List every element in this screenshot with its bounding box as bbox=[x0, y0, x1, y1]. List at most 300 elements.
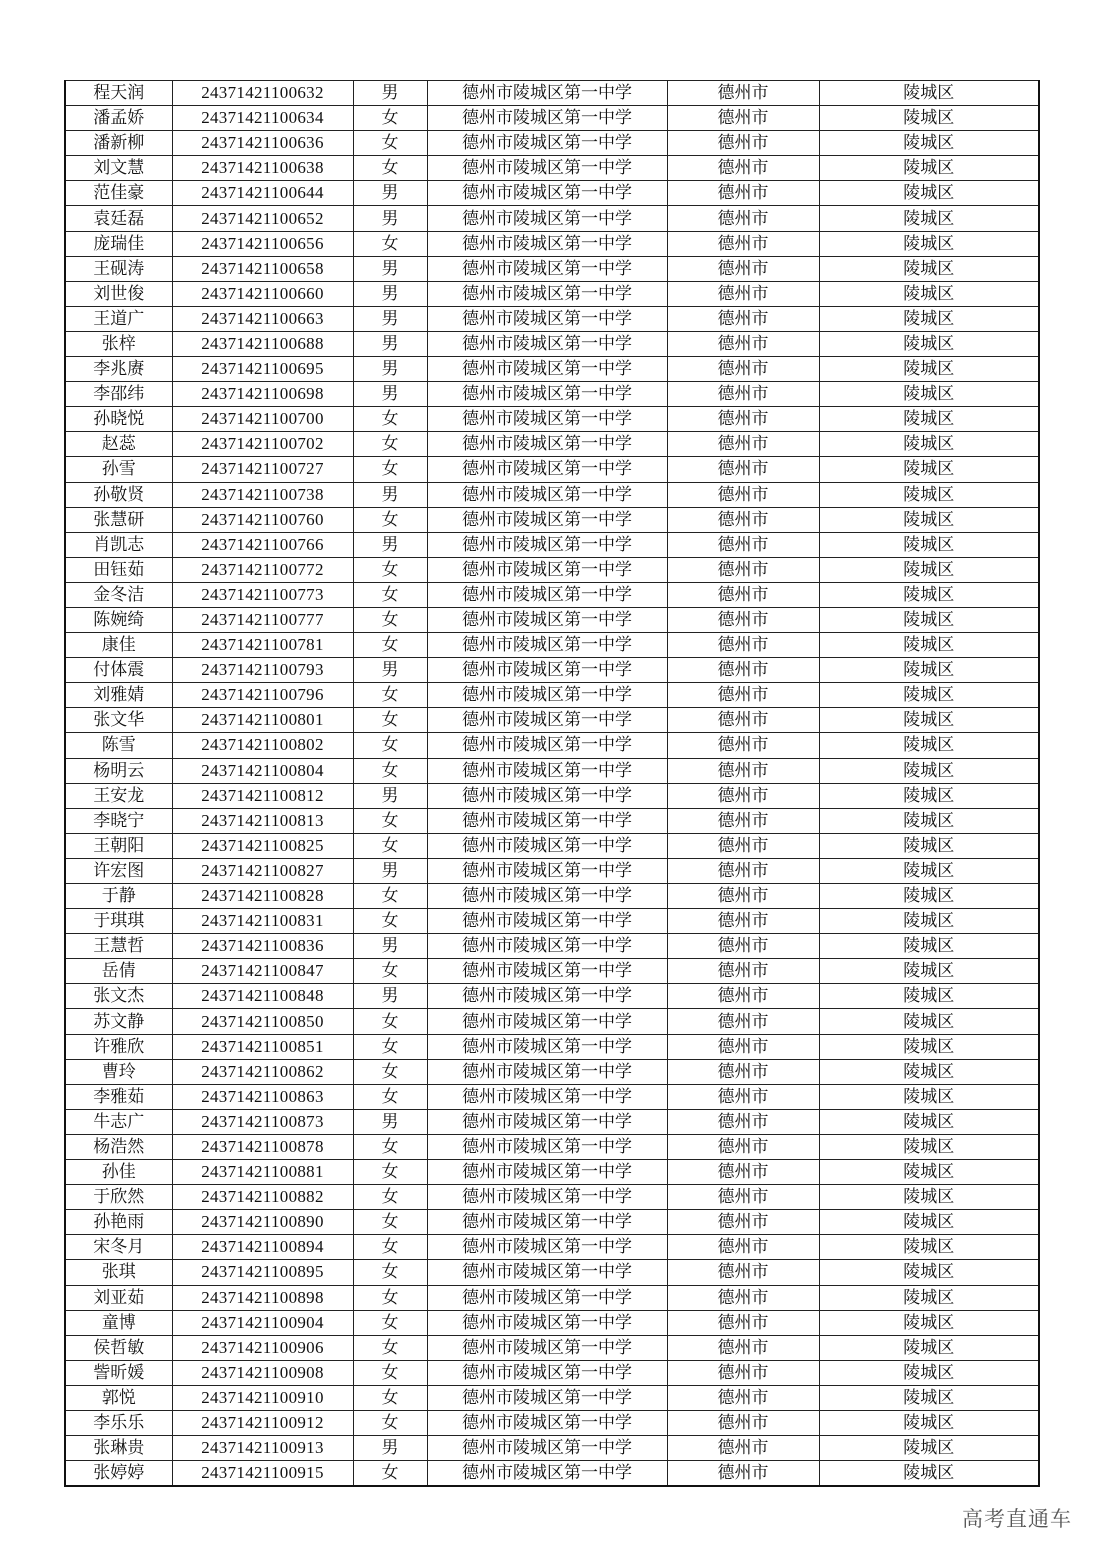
city-cell: 德州市 bbox=[667, 1310, 819, 1335]
table-row bbox=[65, 1185, 1039, 1210]
school-cell: 德州市陵城区第一中学 bbox=[427, 206, 667, 231]
name-cell: 刘文慧 bbox=[65, 156, 172, 181]
school-cell: 德州市陵城区第一中学 bbox=[427, 106, 667, 131]
table-row bbox=[65, 331, 1039, 356]
exam-id-cell: 24371421100862 bbox=[172, 1059, 353, 1084]
name-cell: 许雅欣 bbox=[65, 1034, 172, 1059]
district-cell: 陵城区 bbox=[819, 658, 1039, 683]
name-cell: 刘亚茹 bbox=[65, 1285, 172, 1310]
school-cell: 德州市陵城区第一中学 bbox=[427, 733, 667, 758]
district-cell: 陵城区 bbox=[819, 1461, 1039, 1487]
district-cell: 陵城区 bbox=[819, 106, 1039, 131]
district-cell: 陵城区 bbox=[819, 1410, 1039, 1435]
school-cell: 德州市陵城区第一中学 bbox=[427, 482, 667, 507]
name-cell: 潘孟娇 bbox=[65, 106, 172, 131]
district-cell: 陵城区 bbox=[819, 984, 1039, 1009]
school-cell: 德州市陵城区第一中学 bbox=[427, 1134, 667, 1159]
gender-cell: 男 bbox=[353, 1109, 427, 1134]
name-cell: 王慧哲 bbox=[65, 934, 172, 959]
district-cell: 陵城区 bbox=[819, 633, 1039, 658]
city-cell: 德州市 bbox=[667, 532, 819, 557]
gender-cell: 男 bbox=[353, 206, 427, 231]
name-cell: 李乐乐 bbox=[65, 1410, 172, 1435]
name-cell: 肖凯志 bbox=[65, 532, 172, 557]
gender-cell: 女 bbox=[353, 1285, 427, 1310]
city-cell: 德州市 bbox=[667, 959, 819, 984]
table-row bbox=[65, 1210, 1039, 1235]
name-cell: 杨明云 bbox=[65, 758, 172, 783]
school-cell: 德州市陵城区第一中学 bbox=[427, 382, 667, 407]
city-cell: 德州市 bbox=[667, 407, 819, 432]
district-cell: 陵城区 bbox=[819, 181, 1039, 206]
gender-cell: 女 bbox=[353, 106, 427, 131]
name-cell: 訾昕媛 bbox=[65, 1360, 172, 1385]
exam-id-cell: 24371421100702 bbox=[172, 432, 353, 457]
exam-id-cell: 24371421100698 bbox=[172, 382, 353, 407]
name-cell: 刘雅婧 bbox=[65, 683, 172, 708]
city-cell: 德州市 bbox=[667, 833, 819, 858]
district-cell: 陵城区 bbox=[819, 683, 1039, 708]
gender-cell: 女 bbox=[353, 1134, 427, 1159]
gender-cell: 女 bbox=[353, 633, 427, 658]
exam-id-cell: 24371421100738 bbox=[172, 482, 353, 507]
gender-cell: 女 bbox=[353, 833, 427, 858]
district-cell: 陵城区 bbox=[819, 1009, 1039, 1034]
city-cell: 德州市 bbox=[667, 81, 819, 106]
name-cell: 于欣然 bbox=[65, 1185, 172, 1210]
district-cell: 陵城区 bbox=[819, 1160, 1039, 1185]
school-cell: 德州市陵城区第一中学 bbox=[427, 357, 667, 382]
exam-id-cell: 24371421100831 bbox=[172, 909, 353, 934]
exam-id-cell: 24371421100760 bbox=[172, 507, 353, 532]
district-cell: 陵城区 bbox=[819, 81, 1039, 106]
gender-cell: 女 bbox=[353, 457, 427, 482]
table-row bbox=[65, 984, 1039, 1009]
gender-cell: 女 bbox=[353, 156, 427, 181]
district-cell: 陵城区 bbox=[819, 808, 1039, 833]
school-cell: 德州市陵城区第一中学 bbox=[427, 131, 667, 156]
district-cell: 陵城区 bbox=[819, 306, 1039, 331]
district-cell: 陵城区 bbox=[819, 1084, 1039, 1109]
table-body bbox=[65, 81, 1039, 1487]
school-cell: 德州市陵城区第一中学 bbox=[427, 557, 667, 582]
table-row bbox=[65, 81, 1039, 106]
exam-id-cell: 24371421100777 bbox=[172, 607, 353, 632]
district-cell: 陵城区 bbox=[819, 959, 1039, 984]
table-row bbox=[65, 1160, 1039, 1185]
school-cell: 德州市陵城区第一中学 bbox=[427, 1360, 667, 1385]
exam-id-cell: 24371421100904 bbox=[172, 1310, 353, 1335]
name-cell: 康佳 bbox=[65, 633, 172, 658]
gender-cell: 男 bbox=[353, 482, 427, 507]
school-cell: 德州市陵城区第一中学 bbox=[427, 532, 667, 557]
city-cell: 德州市 bbox=[667, 582, 819, 607]
district-cell: 陵城区 bbox=[819, 407, 1039, 432]
name-cell: 牛志广 bbox=[65, 1109, 172, 1134]
district-cell: 陵城区 bbox=[819, 607, 1039, 632]
gender-cell: 女 bbox=[353, 131, 427, 156]
school-cell: 德州市陵城区第一中学 bbox=[427, 783, 667, 808]
exam-id-cell: 24371421100727 bbox=[172, 457, 353, 482]
exam-id-cell: 24371421100658 bbox=[172, 256, 353, 281]
table-row bbox=[65, 306, 1039, 331]
gender-cell: 男 bbox=[353, 256, 427, 281]
gender-cell: 女 bbox=[353, 808, 427, 833]
gender-cell: 男 bbox=[353, 532, 427, 557]
district-cell: 陵城区 bbox=[819, 532, 1039, 557]
name-cell: 王砚涛 bbox=[65, 256, 172, 281]
table-row bbox=[65, 457, 1039, 482]
gender-cell: 女 bbox=[353, 1260, 427, 1285]
city-cell: 德州市 bbox=[667, 758, 819, 783]
city-cell: 德州市 bbox=[667, 658, 819, 683]
table-row bbox=[65, 833, 1039, 858]
table-row bbox=[65, 808, 1039, 833]
city-cell: 德州市 bbox=[667, 1235, 819, 1260]
district-cell: 陵城区 bbox=[819, 131, 1039, 156]
exam-id-cell: 24371421100656 bbox=[172, 231, 353, 256]
table-row bbox=[65, 633, 1039, 658]
district-cell: 陵城区 bbox=[819, 1109, 1039, 1134]
city-cell: 德州市 bbox=[667, 106, 819, 131]
gender-cell: 男 bbox=[353, 984, 427, 1009]
city-cell: 德州市 bbox=[667, 1210, 819, 1235]
name-cell: 陈婉绮 bbox=[65, 607, 172, 632]
name-cell: 侯哲敏 bbox=[65, 1335, 172, 1360]
city-cell: 德州市 bbox=[667, 457, 819, 482]
table-row bbox=[65, 1059, 1039, 1084]
gender-cell: 女 bbox=[353, 1385, 427, 1410]
school-cell: 德州市陵城区第一中学 bbox=[427, 582, 667, 607]
exam-id-cell: 24371421100700 bbox=[172, 407, 353, 432]
exam-id-cell: 24371421100652 bbox=[172, 206, 353, 231]
school-cell: 德州市陵城区第一中学 bbox=[427, 1260, 667, 1285]
school-cell: 德州市陵城区第一中学 bbox=[427, 909, 667, 934]
city-cell: 德州市 bbox=[667, 156, 819, 181]
gender-cell: 女 bbox=[353, 959, 427, 984]
name-cell: 李晓宁 bbox=[65, 808, 172, 833]
school-cell: 德州市陵城区第一中学 bbox=[427, 884, 667, 909]
table-row bbox=[65, 131, 1039, 156]
table-row bbox=[65, 658, 1039, 683]
exam-id-cell: 24371421100632 bbox=[172, 81, 353, 106]
name-cell: 陈雪 bbox=[65, 733, 172, 758]
student-list-table-container bbox=[64, 80, 1038, 1487]
name-cell: 庞瑞佳 bbox=[65, 231, 172, 256]
exam-id-cell: 24371421100796 bbox=[172, 683, 353, 708]
name-cell: 王朝阳 bbox=[65, 833, 172, 858]
table-row bbox=[65, 708, 1039, 733]
district-cell: 陵城区 bbox=[819, 1260, 1039, 1285]
exam-id-cell: 24371421100863 bbox=[172, 1084, 353, 1109]
school-cell: 德州市陵城区第一中学 bbox=[427, 1385, 667, 1410]
name-cell: 孙艳雨 bbox=[65, 1210, 172, 1235]
district-cell: 陵城区 bbox=[819, 1310, 1039, 1335]
district-cell: 陵城区 bbox=[819, 1285, 1039, 1310]
district-cell: 陵城区 bbox=[819, 1134, 1039, 1159]
exam-id-cell: 24371421100878 bbox=[172, 1134, 353, 1159]
watermark-text: 高考直通车 bbox=[962, 1507, 1072, 1531]
district-cell: 陵城区 bbox=[819, 156, 1039, 181]
school-cell: 德州市陵城区第一中学 bbox=[427, 1285, 667, 1310]
gender-cell: 女 bbox=[353, 607, 427, 632]
district-cell: 陵城区 bbox=[819, 432, 1039, 457]
school-cell: 德州市陵城区第一中学 bbox=[427, 507, 667, 532]
city-cell: 德州市 bbox=[667, 984, 819, 1009]
name-cell: 金冬洁 bbox=[65, 582, 172, 607]
city-cell: 德州市 bbox=[667, 1009, 819, 1034]
district-cell: 陵城区 bbox=[819, 331, 1039, 356]
gender-cell: 女 bbox=[353, 1059, 427, 1084]
exam-id-cell: 24371421100825 bbox=[172, 833, 353, 858]
school-cell: 德州市陵城区第一中学 bbox=[427, 331, 667, 356]
school-cell: 德州市陵城区第一中学 bbox=[427, 808, 667, 833]
district-cell: 陵城区 bbox=[819, 934, 1039, 959]
exam-id-cell: 24371421100898 bbox=[172, 1285, 353, 1310]
city-cell: 德州市 bbox=[667, 884, 819, 909]
city-cell: 德州市 bbox=[667, 1285, 819, 1310]
school-cell: 德州市陵城区第一中学 bbox=[427, 407, 667, 432]
district-cell: 陵城区 bbox=[819, 1335, 1039, 1360]
table-row bbox=[65, 507, 1039, 532]
table-row bbox=[65, 909, 1039, 934]
table-row bbox=[65, 733, 1039, 758]
name-cell: 王道广 bbox=[65, 306, 172, 331]
gender-cell: 女 bbox=[353, 432, 427, 457]
gender-cell: 男 bbox=[353, 382, 427, 407]
city-cell: 德州市 bbox=[667, 206, 819, 231]
name-cell: 张琪 bbox=[65, 1260, 172, 1285]
city-cell: 德州市 bbox=[667, 507, 819, 532]
table-row bbox=[65, 557, 1039, 582]
exam-id-cell: 24371421100912 bbox=[172, 1410, 353, 1435]
school-cell: 德州市陵城区第一中学 bbox=[427, 181, 667, 206]
city-cell: 德州市 bbox=[667, 256, 819, 281]
table-row bbox=[65, 884, 1039, 909]
gender-cell: 男 bbox=[353, 1436, 427, 1461]
exam-id-cell: 24371421100847 bbox=[172, 959, 353, 984]
exam-id-cell: 24371421100644 bbox=[172, 181, 353, 206]
city-cell: 德州市 bbox=[667, 231, 819, 256]
exam-id-cell: 24371421100850 bbox=[172, 1009, 353, 1034]
school-cell: 德州市陵城区第一中学 bbox=[427, 1335, 667, 1360]
table-row bbox=[65, 357, 1039, 382]
city-cell: 德州市 bbox=[667, 708, 819, 733]
exam-id-cell: 24371421100836 bbox=[172, 934, 353, 959]
table-row bbox=[65, 607, 1039, 632]
name-cell: 杨浩然 bbox=[65, 1134, 172, 1159]
table-row bbox=[65, 1260, 1039, 1285]
exam-id-cell: 24371421100906 bbox=[172, 1335, 353, 1360]
gender-cell: 女 bbox=[353, 1461, 427, 1487]
school-cell: 德州市陵城区第一中学 bbox=[427, 432, 667, 457]
city-cell: 德州市 bbox=[667, 382, 819, 407]
gender-cell: 女 bbox=[353, 1009, 427, 1034]
exam-id-cell: 24371421100873 bbox=[172, 1109, 353, 1134]
district-cell: 陵城区 bbox=[819, 1385, 1039, 1410]
table-row bbox=[65, 1335, 1039, 1360]
school-cell: 德州市陵城区第一中学 bbox=[427, 1436, 667, 1461]
district-cell: 陵城区 bbox=[819, 733, 1039, 758]
school-cell: 德州市陵城区第一中学 bbox=[427, 633, 667, 658]
city-cell: 德州市 bbox=[667, 557, 819, 582]
name-cell: 许宏图 bbox=[65, 858, 172, 883]
school-cell: 德州市陵城区第一中学 bbox=[427, 1210, 667, 1235]
school-cell: 德州市陵城区第一中学 bbox=[427, 1461, 667, 1487]
city-cell: 德州市 bbox=[667, 1084, 819, 1109]
name-cell: 付体震 bbox=[65, 658, 172, 683]
school-cell: 德州市陵城区第一中学 bbox=[427, 156, 667, 181]
table-row bbox=[65, 1310, 1039, 1335]
name-cell: 王安龙 bbox=[65, 783, 172, 808]
school-cell: 德州市陵城区第一中学 bbox=[427, 81, 667, 106]
city-cell: 德州市 bbox=[667, 633, 819, 658]
gender-cell: 女 bbox=[353, 909, 427, 934]
exam-id-cell: 24371421100851 bbox=[172, 1034, 353, 1059]
city-cell: 德州市 bbox=[667, 331, 819, 356]
district-cell: 陵城区 bbox=[819, 256, 1039, 281]
table-row bbox=[65, 1134, 1039, 1159]
city-cell: 德州市 bbox=[667, 1109, 819, 1134]
district-cell: 陵城区 bbox=[819, 382, 1039, 407]
city-cell: 德州市 bbox=[667, 1160, 819, 1185]
district-cell: 陵城区 bbox=[819, 783, 1039, 808]
name-cell: 田钰茹 bbox=[65, 557, 172, 582]
gender-cell: 女 bbox=[353, 582, 427, 607]
name-cell: 孙雪 bbox=[65, 457, 172, 482]
city-cell: 德州市 bbox=[667, 607, 819, 632]
city-cell: 德州市 bbox=[667, 683, 819, 708]
exam-id-cell: 24371421100813 bbox=[172, 808, 353, 833]
gender-cell: 男 bbox=[353, 858, 427, 883]
district-cell: 陵城区 bbox=[819, 1059, 1039, 1084]
school-cell: 德州市陵城区第一中学 bbox=[427, 607, 667, 632]
school-cell: 德州市陵城区第一中学 bbox=[427, 1160, 667, 1185]
name-cell: 郭悦 bbox=[65, 1385, 172, 1410]
gender-cell: 女 bbox=[353, 1210, 427, 1235]
city-cell: 德州市 bbox=[667, 1335, 819, 1360]
district-cell: 陵城区 bbox=[819, 507, 1039, 532]
gender-cell: 女 bbox=[353, 758, 427, 783]
city-cell: 德州市 bbox=[667, 306, 819, 331]
name-cell: 潘新柳 bbox=[65, 131, 172, 156]
table-row bbox=[65, 482, 1039, 507]
district-cell: 陵城区 bbox=[819, 557, 1039, 582]
gender-cell: 女 bbox=[353, 1360, 427, 1385]
district-cell: 陵城区 bbox=[819, 1360, 1039, 1385]
city-cell: 德州市 bbox=[667, 858, 819, 883]
school-cell: 德州市陵城区第一中学 bbox=[427, 281, 667, 306]
school-cell: 德州市陵城区第一中学 bbox=[427, 758, 667, 783]
table-row bbox=[65, 1436, 1039, 1461]
table-row bbox=[65, 432, 1039, 457]
school-cell: 德州市陵城区第一中学 bbox=[427, 1109, 667, 1134]
exam-id-cell: 24371421100828 bbox=[172, 884, 353, 909]
table-row bbox=[65, 382, 1039, 407]
city-cell: 德州市 bbox=[667, 808, 819, 833]
exam-id-cell: 24371421100634 bbox=[172, 106, 353, 131]
gender-cell: 女 bbox=[353, 507, 427, 532]
exam-id-cell: 24371421100894 bbox=[172, 1235, 353, 1260]
name-cell: 张梓 bbox=[65, 331, 172, 356]
gender-cell: 女 bbox=[353, 231, 427, 256]
name-cell: 孙晓悦 bbox=[65, 407, 172, 432]
school-cell: 德州市陵城区第一中学 bbox=[427, 1059, 667, 1084]
gender-cell: 女 bbox=[353, 1034, 427, 1059]
gender-cell: 女 bbox=[353, 683, 427, 708]
name-cell: 赵蕊 bbox=[65, 432, 172, 457]
district-cell: 陵城区 bbox=[819, 1436, 1039, 1461]
table-row bbox=[65, 683, 1039, 708]
table-row bbox=[65, 156, 1039, 181]
exam-id-cell: 24371421100793 bbox=[172, 658, 353, 683]
district-cell: 陵城区 bbox=[819, 708, 1039, 733]
city-cell: 德州市 bbox=[667, 281, 819, 306]
gender-cell: 女 bbox=[353, 1084, 427, 1109]
gender-cell: 男 bbox=[353, 281, 427, 306]
table-row bbox=[65, 858, 1039, 883]
district-cell: 陵城区 bbox=[819, 884, 1039, 909]
school-cell: 德州市陵城区第一中学 bbox=[427, 457, 667, 482]
city-cell: 德州市 bbox=[667, 1185, 819, 1210]
school-cell: 德州市陵城区第一中学 bbox=[427, 1185, 667, 1210]
gender-cell: 女 bbox=[353, 884, 427, 909]
district-cell: 陵城区 bbox=[819, 1235, 1039, 1260]
name-cell: 范佳豪 bbox=[65, 181, 172, 206]
school-cell: 德州市陵城区第一中学 bbox=[427, 231, 667, 256]
school-cell: 德州市陵城区第一中学 bbox=[427, 1034, 667, 1059]
name-cell: 孙敬贤 bbox=[65, 482, 172, 507]
gender-cell: 男 bbox=[353, 306, 427, 331]
school-cell: 德州市陵城区第一中学 bbox=[427, 934, 667, 959]
gender-cell: 女 bbox=[353, 1335, 427, 1360]
city-cell: 德州市 bbox=[667, 1385, 819, 1410]
gender-cell: 男 bbox=[353, 81, 427, 106]
district-cell: 陵城区 bbox=[819, 357, 1039, 382]
table-row bbox=[65, 934, 1039, 959]
table-row bbox=[65, 1360, 1039, 1385]
exam-id-cell: 24371421100802 bbox=[172, 733, 353, 758]
gender-cell: 男 bbox=[353, 331, 427, 356]
name-cell: 苏文静 bbox=[65, 1009, 172, 1034]
exam-id-cell: 24371421100660 bbox=[172, 281, 353, 306]
exam-id-cell: 24371421100772 bbox=[172, 557, 353, 582]
exam-id-cell: 24371421100781 bbox=[172, 633, 353, 658]
exam-id-cell: 24371421100895 bbox=[172, 1260, 353, 1285]
exam-id-cell: 24371421100695 bbox=[172, 357, 353, 382]
district-cell: 陵城区 bbox=[819, 833, 1039, 858]
name-cell: 袁廷磊 bbox=[65, 206, 172, 231]
name-cell: 李邵纬 bbox=[65, 382, 172, 407]
school-cell: 德州市陵城区第一中学 bbox=[427, 1009, 667, 1034]
exam-id-cell: 24371421100908 bbox=[172, 1360, 353, 1385]
table-row bbox=[65, 1461, 1039, 1487]
exam-id-cell: 24371421100773 bbox=[172, 582, 353, 607]
school-cell: 德州市陵城区第一中学 bbox=[427, 306, 667, 331]
city-cell: 德州市 bbox=[667, 1360, 819, 1385]
table-row bbox=[65, 1084, 1039, 1109]
table-row bbox=[65, 106, 1039, 131]
school-cell: 德州市陵城区第一中学 bbox=[427, 1310, 667, 1335]
table-row bbox=[65, 256, 1039, 281]
district-cell: 陵城区 bbox=[819, 1210, 1039, 1235]
school-cell: 德州市陵城区第一中学 bbox=[427, 959, 667, 984]
table-row bbox=[65, 1285, 1039, 1310]
school-cell: 德州市陵城区第一中学 bbox=[427, 984, 667, 1009]
name-cell: 李兆赓 bbox=[65, 357, 172, 382]
gender-cell: 男 bbox=[353, 934, 427, 959]
district-cell: 陵城区 bbox=[819, 1034, 1039, 1059]
